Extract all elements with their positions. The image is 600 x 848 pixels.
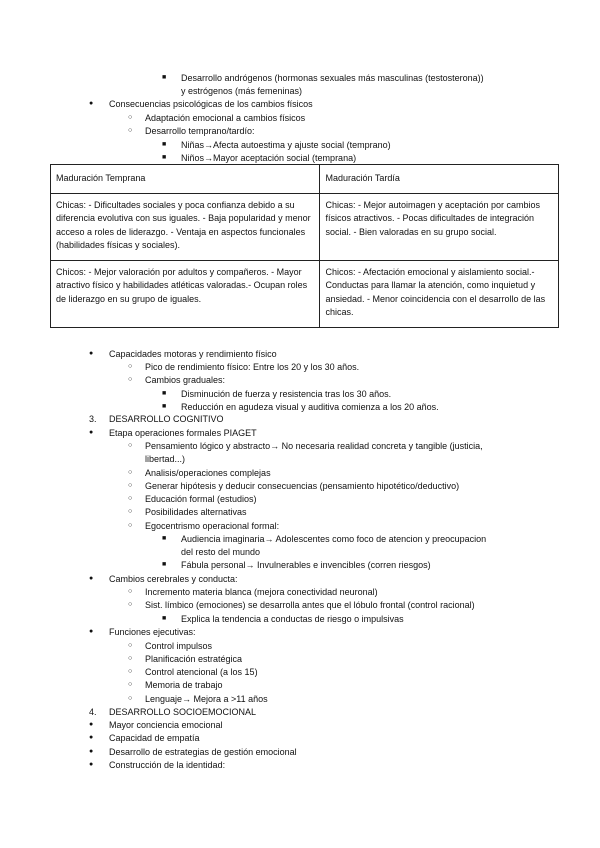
circle-bullet-icon: ○: [128, 601, 133, 608]
list-item: Reducción en agudeza visual y auditiva comienza a los 20 años.: [181, 402, 439, 412]
section-number: 4.: [89, 707, 97, 717]
list-item: Control impulsos: [145, 641, 213, 651]
list-item: Explica la tendencia a conductas de riesgo o impulsivas: [181, 614, 404, 624]
list-item: Educación formal (estudios): [145, 494, 257, 504]
list-item: Mayor conciencia emocional: [109, 720, 223, 730]
list-item-continuation: del resto del mundo: [181, 547, 261, 557]
circle-bullet-icon: ○: [128, 508, 133, 515]
circle-bullet-icon: ○: [128, 681, 133, 688]
circle-bullet-icon: ○: [128, 482, 133, 489]
list-item: Consecuencias psicológicas de los cambios físicos: [109, 99, 313, 109]
header-early: Maduración Temprana: [51, 165, 320, 194]
list-item: Etapa operaciones formales PIAGET: [109, 428, 257, 438]
circle-bullet-icon: ○: [128, 376, 133, 383]
square-bullet-icon: ■: [162, 390, 167, 397]
list-item: Lenguaje→ Mejora a >11 años: [145, 694, 268, 704]
disc-bullet-icon: ●: [89, 628, 94, 635]
table-header-row: [51, 165, 559, 194]
list-item: Capacidad de empatía: [109, 733, 200, 743]
table-row: [51, 193, 559, 260]
square-bullet-icon: ■: [162, 615, 167, 622]
disc-bullet-icon: ●: [89, 734, 94, 741]
list-item: Cambios cerebrales y conducta:: [109, 574, 238, 584]
circle-bullet-icon: ○: [128, 655, 133, 662]
list-item: Desarrollo temprano/tardío:: [145, 126, 255, 136]
header-late: Maduración Tardía: [320, 165, 559, 194]
list-item: Pico de rendimiento físico: Entre los 20 y los 30 años.: [145, 362, 360, 372]
square-bullet-icon: ■: [162, 561, 167, 568]
circle-bullet-icon: ○: [128, 642, 133, 649]
square-bullet-icon: ■: [162, 535, 167, 542]
list-item: Control atencional (a los 15): [145, 667, 258, 677]
list-item: Funciones ejecutivas:: [109, 627, 196, 637]
circle-bullet-icon: ○: [128, 495, 133, 502]
circle-bullet-icon: ○: [128, 442, 133, 449]
square-bullet-icon: ■: [162, 141, 167, 148]
circle-bullet-icon: ○: [128, 695, 133, 702]
list-item: Cambios graduales:: [145, 375, 226, 385]
list-item: Generar hipótesis y deducir consecuencias (pensamiento hipotético/deductivo): [145, 481, 460, 491]
section-heading: DESARROLLO COGNITIVO: [109, 414, 224, 424]
list-item: Niños→Mayor aceptación social (temprana): [181, 153, 357, 163]
square-bullet-icon: ■: [162, 74, 167, 81]
list-item: Desarrollo andrógenos (hormonas sexuales más masculinas (testosterona)): [181, 73, 484, 83]
table-row: [51, 260, 559, 327]
disc-bullet-icon: ●: [89, 761, 94, 768]
cell-girls-early: Chicas: - Dificultades sociales y poca confianza debido a su diferencia evolutiva con sus iguales. - Baja popularidad y menor acceso a roles de liderazgo. - Ventaja en aspectos funcionales (habilidades físicas y sociales).: [51, 193, 320, 260]
list-item: Construcción de la identidad:: [109, 760, 226, 770]
circle-bullet-icon: ○: [128, 588, 133, 595]
cell-girls-late: Chicas: - Mejor autoimagen y aceptación por cambios físicos atractivos. - Pocas dificultades de integración social. - Bien valoradas en su grupo social.: [320, 193, 559, 260]
section-heading: DESARROLLO SOCIOEMOCIONAL: [109, 707, 257, 717]
section-number: 3.: [89, 414, 97, 424]
list-item: Posibilidades alternativas: [145, 507, 247, 517]
list-item: Analisis/operaciones complejas: [145, 468, 271, 478]
list-item-continuation: y estrógenos (más femeninas): [181, 86, 303, 96]
list-item: Incremento materia blanca (mejora conectividad neuronal): [145, 587, 378, 597]
square-bullet-icon: ■: [162, 154, 167, 161]
list-item: Sist. límbico (emociones) se desarrolla antes que el lóbulo frontal (control racional): [145, 600, 475, 610]
circle-bullet-icon: ○: [128, 127, 133, 134]
list-item: Audiencia imaginaria→ Adolescentes como foco de atencion y preocupacion: [181, 534, 487, 544]
disc-bullet-icon: ●: [89, 350, 94, 357]
list-item: Disminución de fuerza y resistencia tras los 30 años.: [181, 389, 392, 399]
circle-bullet-icon: ○: [128, 469, 133, 476]
list-item: Niñas→Afecta autoestima y ajuste social (temprano): [181, 140, 391, 150]
cell-boys-late: Chicos: - Afectación emocional y aislamiento social.- Conductas para llamar la atención, como inquietud y ansiedad. - Menor coincidencia con el desarrollo de las chicas.: [320, 260, 559, 327]
square-bullet-icon: ■: [162, 403, 167, 410]
disc-bullet-icon: ●: [89, 429, 94, 436]
list-item-continuation: libertad...): [145, 454, 186, 464]
list-item: Egocentrismo operacional formal:: [145, 521, 280, 531]
circle-bullet-icon: ○: [128, 668, 133, 675]
circle-bullet-icon: ○: [128, 522, 133, 529]
list-item: Planificación estratégica: [145, 654, 243, 664]
disc-bullet-icon: ●: [89, 100, 94, 107]
maturation-table: [50, 164, 559, 328]
cell-boys-early: Chicos: - Mejor valoración por adultos y compañeros. - Mayor atractivo físico y habilidades atléticas valoradas.- Ocupan roles de liderazgo en su grupo de iguales.: [51, 260, 320, 327]
list-item: Desarrollo de estrategias de gestión emocional: [109, 747, 297, 757]
list-item: Memoria de trabajo: [145, 680, 223, 690]
list-item: Adaptación emocional a cambios físicos: [145, 113, 306, 123]
disc-bullet-icon: ●: [89, 575, 94, 582]
disc-bullet-icon: ●: [89, 748, 94, 755]
circle-bullet-icon: ○: [128, 114, 133, 121]
list-item: Fábula personal→ Invulnerables e invencibles (corren riesgos): [181, 560, 431, 570]
list-item: Capacidades motoras y rendimiento físico: [109, 349, 277, 359]
list-item: Pensamiento lógico y abstracto→ No necesaria realidad concreta y tangible (justicia,: [145, 441, 483, 451]
circle-bullet-icon: ○: [128, 363, 133, 370]
disc-bullet-icon: ●: [89, 721, 94, 728]
